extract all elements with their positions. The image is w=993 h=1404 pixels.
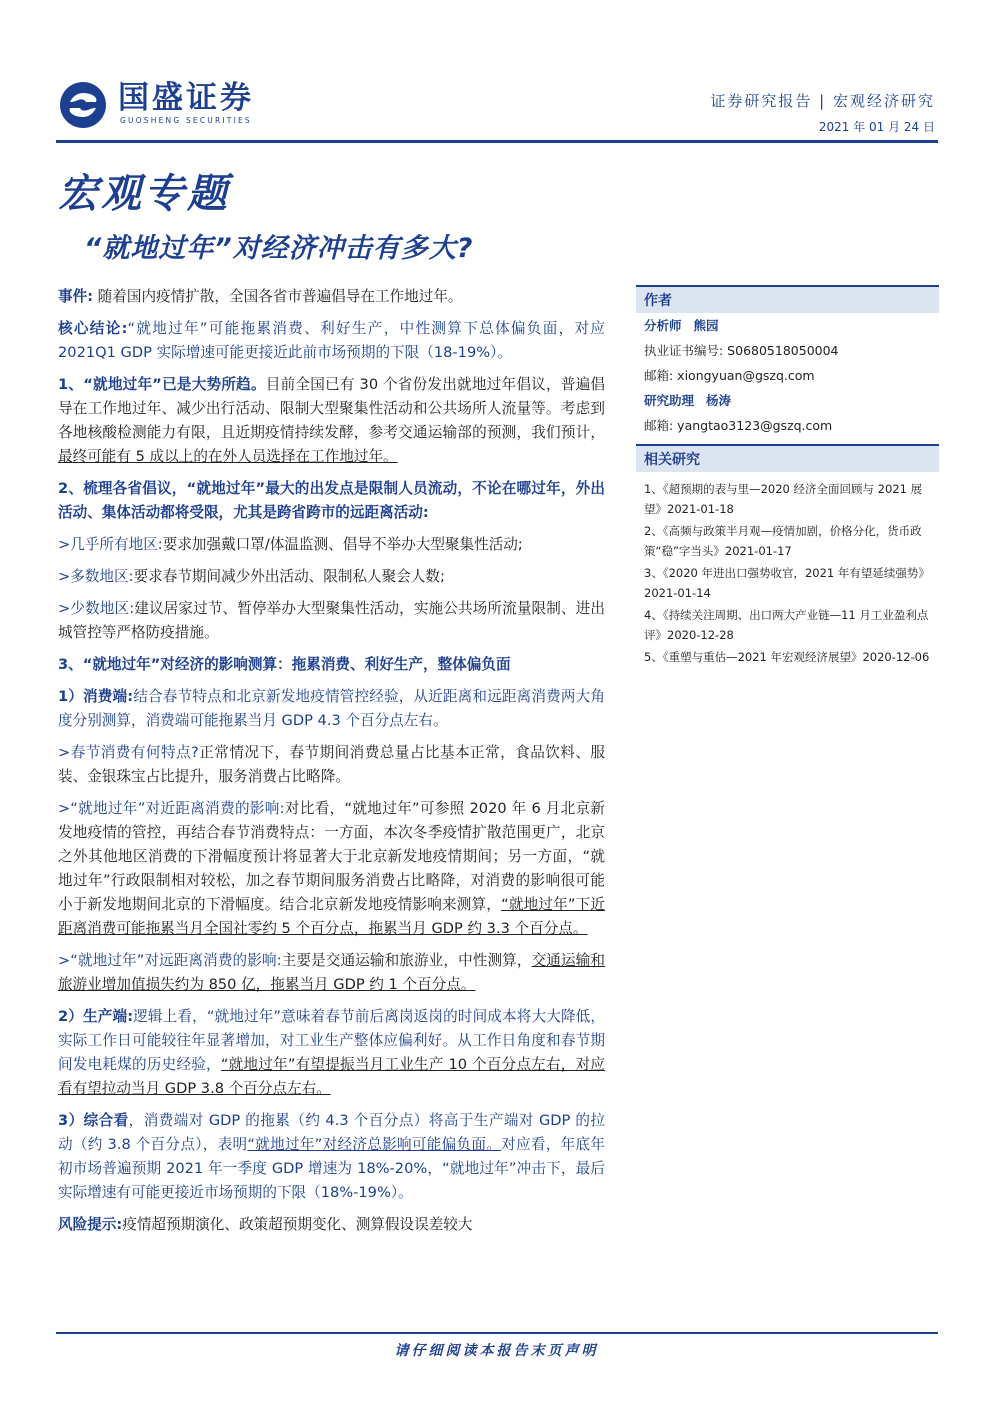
point1-underline: 最终可能有 5 成以上的在外人员选择在工作地过年。 (58, 448, 398, 465)
event-paragraph (58, 285, 605, 309)
consumption-text: 结合春节特点和北京新发地疫情管控经验，从近距离和远距离消费两大角度分别测算，消费端可能拖累当月 GDP 4.3 个百分点左右。 (58, 688, 605, 729)
near-consumption-label: >“就地过年”对近距离消费的影响: (58, 800, 285, 817)
risk-paragraph (58, 1213, 605, 1237)
risk-label: 风险提示: (58, 1216, 123, 1233)
summary-underline: “就地过年”对经济总影响可能偏负面。 (247, 1136, 502, 1153)
point2-a-label: >几乎所有地区: (58, 536, 163, 553)
page-title: “就地过年”对经济冲击有多大? (84, 233, 474, 264)
point2-b-text: 要求春节期间减少外出活动、限制私人聚会人数; (133, 568, 445, 585)
summary-text: ，消费端对 GDP 的拖累（约 4.3 个百分点）将高于生产端对 GDP 的拉动（约 3.8 个百分点），表明 (58, 1112, 606, 1153)
analyst-role: 分析师 (644, 318, 682, 333)
topic-heading: 宏观专题 (58, 171, 230, 217)
assistant-role: 研究助理 (644, 393, 695, 408)
company-logo-icon (58, 80, 108, 130)
core-text: “就地过年”可能拖累消费、利好生产，中性测算下总体偏负面，对应 2021Q1 GDP 实际增速可能更接近此前市场预期的下限（18-19%）。 (58, 320, 606, 361)
consumption-label: 1）消费端: (58, 688, 134, 705)
spring-consumption-paragraph (58, 741, 605, 789)
point2-a-text: 要求加强戴口罩/体温监测、倡导不举办大型聚集性活动; (162, 536, 523, 553)
footer-disclaimer: 请仔细阅读本报告末页声明 (394, 1343, 599, 1359)
near-consumption-paragraph (58, 797, 605, 941)
core-paragraph (58, 317, 605, 365)
report-date: 2021 年 01 月 24 日 (818, 120, 935, 134)
point2-head: 2、梳理各省倡议，“就地过年”最大的出发点是限制人员流动，不论在哪过年，外出活动、集体活动都将受限，尤其是跨省跨市的远距离活动: (58, 480, 605, 521)
far-consumption-underline: 交通运输和旅游业增加值损失约为 850 亿，拖累当月 GDP 约 1 个百分点。 (58, 952, 605, 993)
author-heading: 作者 (636, 285, 939, 313)
consumption-paragraph (58, 685, 605, 733)
related-heading: 相关研究 (636, 444, 939, 472)
point2-paragraph (58, 477, 605, 525)
header-divider (56, 140, 938, 143)
point2-c-label: >少数地区: (58, 600, 135, 617)
production-label: 2）生产端: (58, 1008, 134, 1025)
event-text: 随着国内疫情扩散，全国各省市普遍倡导在工作地过年。 (97, 288, 463, 305)
main-content (58, 285, 605, 1245)
near-consumption-underline: “就地过年”下近距离消费可能拖累当月全国社零约 5 个百分点，拖累当月 GDP 约 3.3 个百分点。 (58, 896, 605, 937)
analyst-name: 熊园 (693, 318, 719, 333)
assistant-email[interactable]: 邮箱: yangtao3123@gszq.com (644, 418, 833, 433)
related-item[interactable]: 2、《高频与政策半月观—疫情加剧，价格分化，货币政策“稳”字当头》2021-01-17 (644, 524, 922, 558)
assistant-row (636, 388, 939, 413)
point1-text: 目前全国已有 30 个省份发出就地过年倡议，普遍倡导在工作地过年、减少出行活动、限制大型聚集性活动和公共场所人流量等。考虑到各地核酸检测能力有限，且近期疫情持续发酵，参考交通运输部的预测，我们预计， (58, 376, 605, 441)
related-item[interactable]: 4、《持续关注周期、出口两大产业链—11 月工业盈利点评》2020-12-28 (644, 608, 929, 642)
related-item[interactable]: 5、《重塑与重估—2021 年宏观经济展望》2020-12-06 (644, 650, 930, 664)
core-label: 核心结论: (58, 320, 128, 337)
summary-paragraph (58, 1109, 605, 1205)
production-paragraph (58, 1005, 605, 1101)
point3-heading: 3、“就地过年”对经济的影响测算：拖累消费、利好生产，整体偏负面 (58, 656, 511, 673)
point2-item-c (58, 597, 605, 645)
footer-divider (56, 1332, 938, 1334)
analyst-row (636, 313, 939, 338)
company-name-en: GUOSHENG SECURITIES (120, 116, 252, 125)
point2-item-b (58, 565, 605, 589)
spring-consumption-label: >春节消费有何特点? (58, 744, 199, 761)
summary-label: 3）综合看 (58, 1112, 129, 1129)
point2-item-a (58, 533, 605, 557)
assistant-name: 杨涛 (705, 393, 731, 408)
point1-paragraph (58, 373, 605, 469)
report-type: 证券研究报告 | 宏观经济研究 (710, 92, 935, 110)
sidebar (636, 285, 939, 668)
analyst-email[interactable]: 邮箱: xiongyuan@gszq.com (644, 368, 815, 383)
production-text: 逻辑上看，“就地过年”意味着春节前后离岗返岗的时间成本将大大降低，实际工作日可能较往年显著增加，对工业生产整体应偏利好。从工作日角度和春节期间发电耗煤的历史经验， (58, 1008, 606, 1073)
production-underline: “就地过年”有望提振当月工业生产 10 个百分点左右，对应看有望拉动当月 GDP 3.8 个百分点左右。 (58, 1056, 605, 1097)
near-consumption-text: 对比看，“就地过年”可参照 2020 年 6 月北京新发地疫情的管控，再结合春节消费特点：一方面，本次冬季疫情扩散范围更广，北京之外其他地区消费的下滑幅度预计将显著大于北京新发地疫情期间；另一方面，“就地过年”行政限制相对较松，加之春节期间服务消费占比略降，对消费的影响很可能小于新发地期间北京的下滑幅度。结合北京新发地疫情影响来测算， (58, 800, 605, 913)
point2-b-label: >多数地区: (58, 568, 134, 585)
risk-text: 疫情超预期演化、政策超预期变化、测算假设误差较大 (122, 1216, 473, 1233)
related-item[interactable]: 1、《超预期的表与里—2020 经济全面回顾与 2021 展望》2021-01-18 (644, 482, 923, 516)
far-consumption-paragraph (58, 949, 605, 997)
spring-consumption-text: 正常情况下，春节期间消费总量占比基本正常，食品饮料、服装、金银珠宝占比提升，服务消费占比略降。 (58, 744, 605, 785)
company-name: 国盛证券 (118, 80, 254, 116)
point2-c-text: 建议居家过节、暂停举办大型聚集性活动，实施公共场所流量限制、进出城管控等严格防疫措施。 (58, 600, 605, 641)
related-item[interactable]: 3、《2020 年进出口强势收官，2021 年有望延续强势》2021-01-14 (644, 566, 930, 600)
analyst-license: 执业证书编号: S0680518050004 (644, 343, 839, 358)
far-consumption-text: 主要是交通运输和旅游业，中性测算， (281, 952, 532, 969)
summary-text-2: 对应看，年底年初市场普遍预期 2021 年一季度 GDP 增速为 18%-20%，“就地过年”冲击下，最后实际增速有可能更接近市场预期的下限（18%-19%）。 (58, 1136, 605, 1201)
point1-head: 1、“就地过年”已是大势所趋。 (58, 376, 266, 393)
far-consumption-label: >“就地过年”对远距离消费的影响: (58, 952, 282, 969)
event-label: 事件: (58, 288, 94, 305)
